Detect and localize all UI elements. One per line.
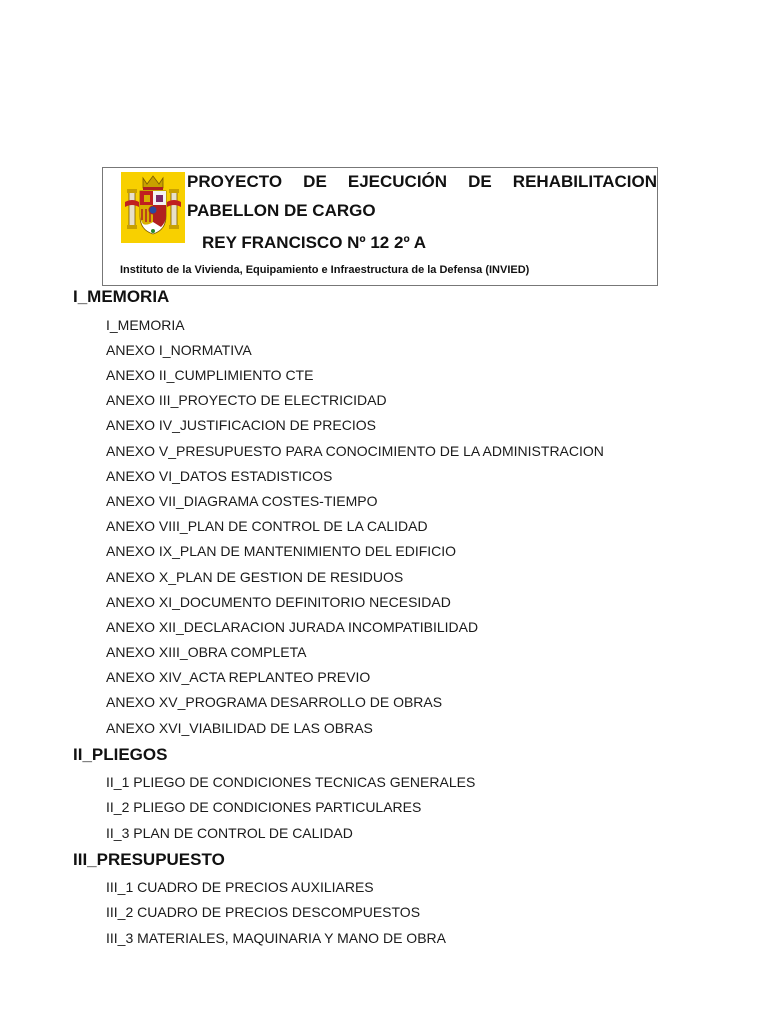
document-list-item: ANEXO XVI_VIABILIDAD DE LAS OBRAS	[106, 720, 373, 736]
document-list-item: ANEXO VIII_PLAN DE CONTROL DE LA CALIDAD	[106, 518, 428, 534]
section-heading-memoria: I_MEMORIA	[73, 287, 170, 306]
document-list-item: ANEXO XV_PROGRAMA DESARROLLO DE OBRAS	[106, 694, 443, 710]
document-list-item: ANEXO IX_PLAN DE MANTENIMIENTO DEL EDIFICIO	[106, 543, 457, 559]
document-list-item: ANEXO V_PRESUPUESTO PARA CONOCIMIENTO DE LA ADMINISTRACION	[106, 443, 604, 459]
document-list-item: ANEXO IV_JUSTIFICACION DE PRECIOS	[106, 417, 376, 433]
document-list-item: ANEXO II_CUMPLIMIENTO CTE	[106, 367, 314, 383]
document-list-item: ANEXO XIII_OBRA COMPLETA	[106, 644, 307, 660]
document-list-item: II_2 PLIEGO DE CONDICIONES PARTICULARES	[106, 799, 422, 815]
institute-name: Instituto de la Vivienda, Equipamiento e Infraestructura de la Defensa (INVIED)	[120, 264, 530, 276]
document-list-item: I_MEMORIA	[106, 317, 185, 333]
spain-coat-of-arms-icon	[121, 172, 185, 243]
section-heading-presupuesto: III_PRESUPUESTO	[73, 850, 225, 869]
document-list-item: ANEXO I_NORMATIVA	[106, 342, 252, 358]
document-list-item: II_3 PLAN DE CONTROL DE CALIDAD	[106, 825, 353, 841]
document-list-item: ANEXO XIV_ACTA REPLANTEO PREVIO	[106, 669, 371, 685]
document-list-item: III_2 CUADRO DE PRECIOS DESCOMPUESTOS	[106, 904, 421, 920]
project-address: REY FRANCISCO Nº 12 2º A	[202, 233, 427, 252]
document-list-item: ANEXO VII_DIAGRAMA COSTES-TIEMPO	[106, 493, 378, 509]
project-title: PROYECTO DE EJECUCIÓN DE REHABILITACION	[187, 172, 657, 191]
project-subtitle: PABELLON DE CARGO	[187, 201, 376, 220]
document-list-item: III_3 MATERIALES, MAQUINARIA Y MANO DE OBRA	[106, 930, 446, 946]
document-list-item: III_1 CUADRO DE PRECIOS AUXILIARES	[106, 879, 374, 895]
section-heading-pliegos: II_PLIEGOS	[73, 745, 168, 764]
document-list-item: ANEXO VI_DATOS ESTADISTICOS	[106, 468, 333, 484]
document-list-item: II_1 PLIEGO DE CONDICIONES TECNICAS GENERALES	[106, 774, 476, 790]
document-list-item: ANEXO III_PROYECTO DE ELECTRICIDAD	[106, 392, 387, 408]
document-list-item: ANEXO XII_DECLARACION JURADA INCOMPATIBILIDAD	[106, 619, 479, 635]
document-list-item: ANEXO X_PLAN DE GESTION DE RESIDUOS	[106, 569, 404, 585]
document-list-item: ANEXO XI_DOCUMENTO DEFINITORIO NECESIDAD	[106, 594, 451, 610]
